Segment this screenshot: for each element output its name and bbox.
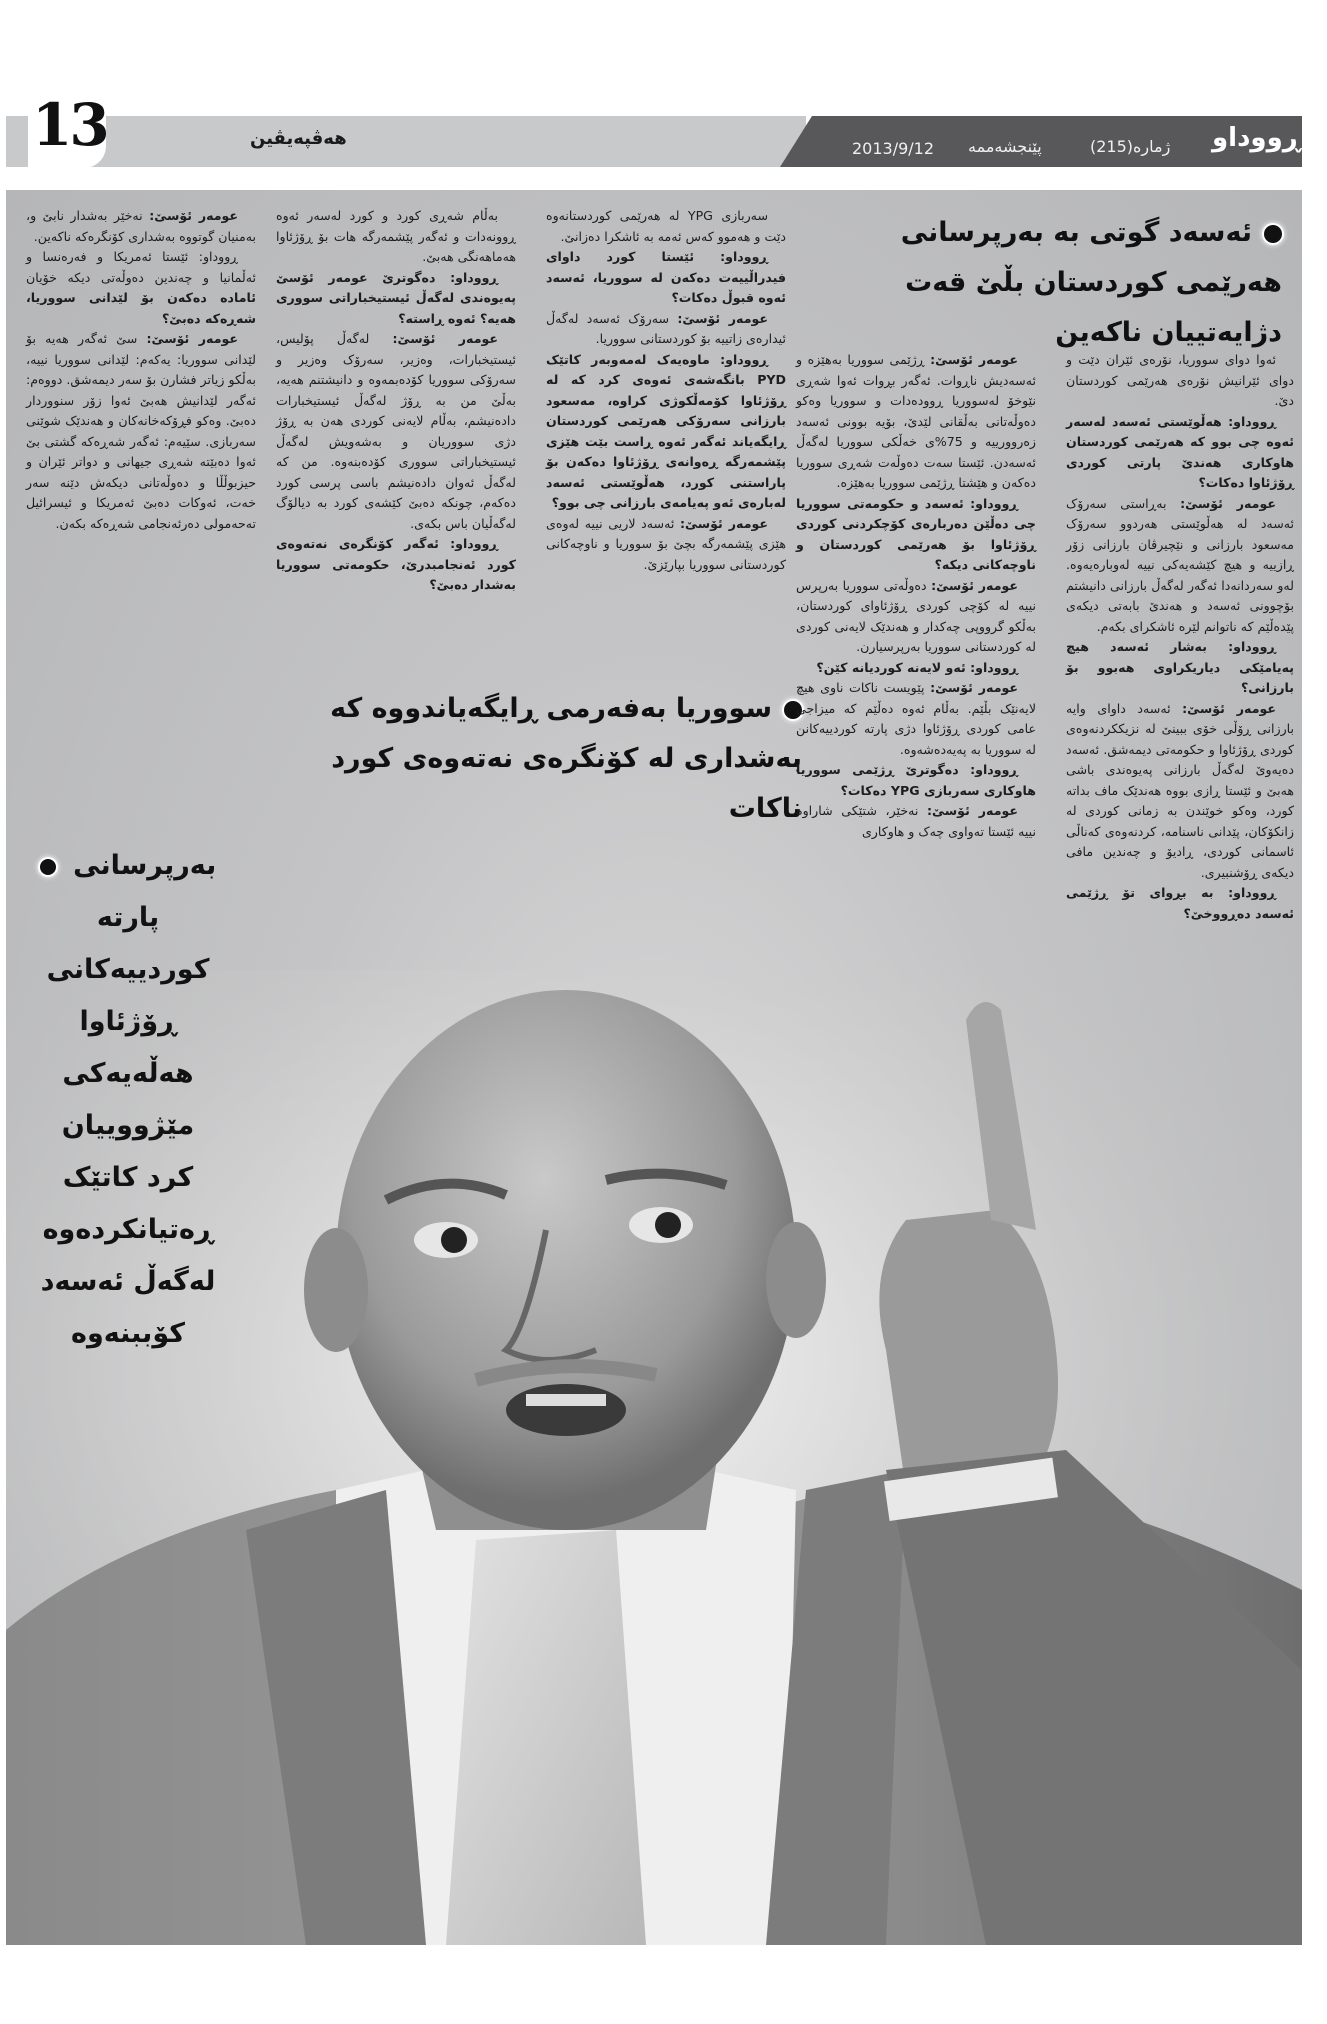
interview-answer: عومەر ئۆسێ: ئەسەد داوای وایە بارزانی ڕۆڵی خۆی ببینێ لە نزیککردنەوەی کوردی ڕۆژئاوا و حکومەتی دیمەشق. ئەسەد دەیەوێ لەگەڵ بارزانی پەیوەندی باشی هەبێ و ئێستا ڕازی بووە هەندێک ماف بداتە کورد، وەکو خوێندن بە زمانی کوردی لە زانکۆکان، پێدانی ناسنامە، کردنەوەی کەناڵی ئاسمانی کوردی، ڕادیۆ و چەندین مافی دیکەی ڕۆشنبیری. — [1066, 700, 1294, 880]
bullet-icon — [40, 859, 56, 875]
interview-question: ڕووداو: بە بڕوای تۆ ڕژێمی ئەسەد دەڕووخێ؟ — [1066, 885, 1294, 921]
article-column-4 — [276, 206, 516, 596]
speaker-name: عومەر ئۆسێ: — [927, 803, 1018, 818]
paragraph: بەڵام شەڕی کورد و کورد لەسەر ئەوە ڕوونەدات و ئەگەر پێشمەرگە هات بۆ ڕۆژئاوا هەماهەنگی هەبێ. — [276, 208, 516, 264]
interview-answer: عومەر ئۆسێ: نەخێر بەشدار نابێ و، بەمنیان گوتووە بەشداری کۆنگرەکە ناکەین. — [26, 208, 256, 244]
interview-question: ڕووداو: هەڵوێستی ئەسەد لەسەر ئەوە چی بوو کە هەرێمی کوردستان هاوکاری هەندێ پارتی کوردی ڕۆژئاوا دەکات؟ — [1066, 413, 1294, 490]
bullet-icon — [1264, 225, 1282, 243]
page-header — [0, 0, 1327, 180]
interview-question: ڕووداو: ئەسەد و حکومەتی سووریا چی دەڵێن دەربارەی کۆچکردنی کوردی ڕۆژئاوا بۆ هەرێمی کوردستان و ناوچەکانی دیکە؟ — [796, 495, 1036, 572]
interview-question: ڕووداو: دەگوترێ عومەر ئۆسێ پەیوەندی لەگەڵ ئیستیخباراتی سووری هەیە؟ ئەوە ڕاستە؟ — [276, 269, 516, 326]
newspaper-logo — [1212, 118, 1327, 158]
article-column-2 — [796, 350, 1036, 842]
interview-question: ڕووداو: ئێستا ئەمریکا و فەرەنسا و ئەڵمانیا و چەندین دەوڵەتی دیکە خۆیان ئامادە دەکەن بۆ لێدانی سووریا، شەڕەکە دەبێ؟ — [26, 249, 256, 326]
interview-answer: عومەر ئۆسێ: ڕژێمی سووریا بەهێزە و ئەسەدیش ناڕوات. ئەگەر بڕوات ئەوا شەڕی نێوخۆ لەسووریا ڕوودەدات و سووریا وەکو دەوڵەتانی بەڵقانی لێدێ، بۆیە بوونی ئەسەد زەرووریيە و 75%ی خەڵکی سووریا لەگەڵ ئەسەدن. ئێستا سەت دەوڵەت شەڕی سووریا دەکەن و هێشتا ڕژێمی سووریا بەهێزە. — [796, 352, 1037, 490]
page-number: 13 — [32, 91, 107, 159]
speaker-name: عومەر ئۆسێ: — [146, 331, 238, 346]
paragraph: سەربازی YPG لە هەرێمی کوردستانەوە دێت و هەموو کەس ئەمە بە ئاشکرا دەزانێ. — [546, 208, 786, 244]
speaker-name: عومەر ئۆسێ: — [149, 208, 239, 223]
interview-answer: عومەر ئۆسێ: سەرۆک ئەسەد لەگەڵ ئیدارەی زاتییە بۆ کوردستانی سووریا. — [546, 310, 786, 346]
logo-text: ڕووداو — [1212, 123, 1301, 153]
interview-question: ڕووداو: بەشار ئەسەد هیچ پەیامێکی دیاریکراوی هەبوو بۆ بارزانی؟ — [1066, 639, 1294, 695]
article-column-5 — [26, 206, 256, 534]
interview-question: ڕووداو: دەگوترێ ڕژێمی سووریا هاوکاری سەربازی YPG دەکات؟ — [796, 762, 1036, 798]
pull-quote: بەرپرسانی پارتە کوردییەکانی ڕۆژئاوا هەڵەیەکی مێژووییان کرد کاتێک ڕەتیانکردەوە لەگەڵ ئەسەد کۆببنەوە — [40, 850, 217, 1349]
interview-answer: عومەر ئۆسێ: سێ ئەگەر هەیە بۆ لێدانی سووریا: یەکەم: لێدانی سووریا نییە، بەڵکو زیاتر فشارن بۆ سەر دیمەشق. دووەم: ئەگەر لێدانیش هەبێ ئەوا زۆر سنووردار دەبێ. وەکو فڕۆکەخانەکان و هەندێک شوێنی سەربازی. سێیەم: ئەگەر شەڕەکە گشتی بێ ئەوا دەبێتە شەڕی جیهانی و دواتر ئێران و حیزبوڵڵا و دەوڵەتانی دیکەش دێنە سەر خەت، ئەوکات دەبێ ئەمریکا و ئیسرائیل تەحەمولی دەرئەنجامی شەڕەکە بکەن. — [26, 331, 256, 531]
issue-number: ژمارە(215) — [1090, 137, 1171, 156]
paragraph: ئەوا دوای سووریا، نۆرەی ئێران دێت و دوای ئێرانیش نۆرەی هەرێمی کوردستان دێ. — [1066, 352, 1294, 408]
speaker-name: عومەر ئۆسێ: — [930, 352, 1018, 367]
speaker-name: عومەر ئۆسێ: — [930, 680, 1018, 695]
sunburst-icon — [1302, 118, 1327, 158]
issue-date: 2013/9/12 — [852, 139, 935, 158]
issue-weekday: پێنجشەممە — [968, 137, 1042, 156]
speaker-name: عومەر ئۆسێ: — [392, 331, 498, 346]
interview-answer: عومەر ئۆسێ: لەگەڵ پۆلیس، ئیستیخبارات، وەزیر، سەرۆک وەزیر و سەرۆکی سووریا کۆدەبمەوە و دانیشتنم هەیە، بەڵێ من بە ڕۆژ لەگەڵ ئیستیخبارات دادەنیشم، بەڵام لایەنی کوردی هەن بە ڕۆژ دژی سووریان و بەشەویش لەگەڵ ئیستیخباراتی سووری کۆدەبنەوە. من کە لەگەڵ ئەوان دادەنیشم باسی پرسی کورد دەکەم، چونکە دەبێ کێشەی کورد بە دیالۆگ لەگەڵیان باس بکەی. — [276, 331, 516, 531]
interview-question: ڕووداو: ئەو لایەنە کوردیانە کێن؟ — [816, 659, 1018, 675]
speaker-name: عومەر ئۆسێ: — [1182, 700, 1276, 716]
interview-answer: عومەر ئۆسێ: نەخێر، شتێکی شاراوە نییە ئێستا تەواوی چەک و هاوکاری — [796, 803, 1036, 839]
article-column-3 — [546, 206, 786, 575]
speaker-name: عومەر ئۆسێ: — [680, 515, 768, 531]
speaker-name: عومەر ئۆسێ: — [931, 577, 1018, 593]
article-area — [6, 190, 1302, 1945]
article-column-1 — [1066, 350, 1294, 924]
speaker-name: عومەر ئۆسێ: — [677, 310, 768, 326]
interview-question: ڕووداو: ماوەیەک لەمەوبەر کاتێک PYD بانگەشەی ئەوەی کرد کە لە ڕۆژئاوا کۆمەڵکوژی کراوە، مەسعود بارزانی سەرۆکی هەرێمی کوردستان ڕایگەیاند ئەگەر ئەوە ڕاست بێت هێزی پێشمەرگە ڕەوانەی ڕۆژئاوا دەکەن بۆ پاراستنی کورد، هەڵوێستی ئەسەد لەبارەی ئەو پەیامەی بارزانی چی بوو؟ — [546, 351, 786, 510]
interview-answer: عومەر ئۆسێ: بەڕاستی سەرۆک ئەسەد لە هەڵوێستی هەردوو سەرۆک مەسعود بارزانی و نێچیرڤان بارزانی زۆر ڕازییە و هیچ کێشەیەکی نییە لەوبارەیەوە. لەو سەردانەدا ئەگەر لەگەڵ بارزانی دانیشتم بۆچوونی ئەسەد و هەندێ بابەتی دیکەی پێدەڵێم کە ناتوانم لێرە ئاشکرای بکەم. — [1066, 495, 1294, 634]
header-light-band — [6, 116, 806, 167]
interview-question: ڕووداو: ئەگەر کۆنگرەی نەتەوەی کورد ئەنجامبدرێ، حکومەتی سووریا بەشدار دەبێ؟ — [276, 536, 516, 592]
interview-answer: عومەر ئۆسێ: پێویست ناکات ناوی هیچ لایەنێک بڵێم. بەڵام ئەوە دەڵێم کە میزاجی عامی کوردی ڕۆژئاوا دژی پارتە کوردییەکانن لە سووریا بە پەیەدەشەوە. — [796, 680, 1036, 757]
speaker-name: عومەر ئۆسێ: — [1180, 495, 1276, 511]
secondary-headline: سووریا بەفەرمی ڕایگەیاندووە کە بەشداری لە کۆنگرەی نەتەوەی کورد ناکات — [330, 693, 802, 824]
interview-answer: عومەر ئۆسێ: دەوڵەتی سووریا بەرپرس نییە لە کۆچی کوردی ڕۆژئاوای کوردستان، بەڵکو گرووپی چەکدار و هەندێک لایەنی کوردی لە کوردستانی سووریا بەرپرسیارن. — [796, 577, 1036, 654]
interview-answer: عومەر ئۆسێ: ئەسەد لاریی نییە لەوەی هێزی پێشمەرگە بچێ بۆ سووریا و ناوچەکانی کوردستانی سووریا بپارێزێ. — [546, 515, 786, 572]
section-name: هەڤپەیڤین — [250, 128, 347, 149]
interview-question: ڕووداو: ئێستا کورد داوای فیدراڵییەت دەکەن لە سووریا، ئەسەد ئەوە قبوڵ دەکات؟ — [546, 249, 786, 305]
main-headline: ئەسەد گوتی بە بەرپرسانی هەرێمی کوردستان بڵێ قەت دژایەتییان ناکەین — [900, 217, 1282, 348]
